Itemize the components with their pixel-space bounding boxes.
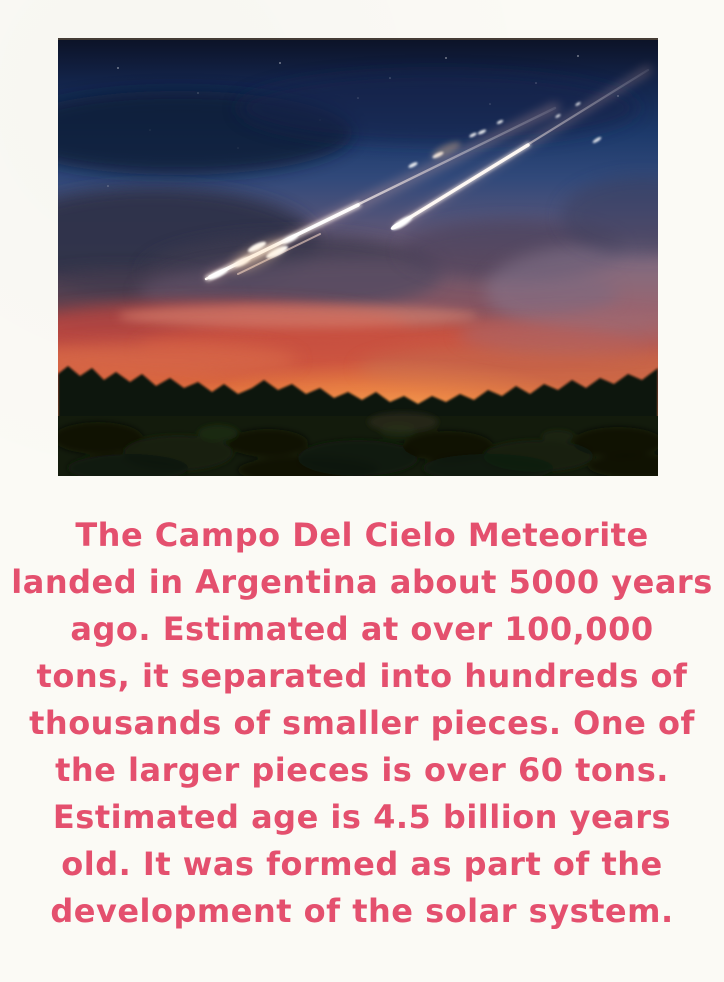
caption-line: tons, it separated into hundreds of [36,657,688,695]
meteor-photo [58,38,658,476]
caption-line: ago. Estimated at over 100,000 [70,610,654,648]
meteor-photo-illustration [58,38,658,476]
caption-line: thousands of smaller pieces. One of [29,704,695,742]
caption-line: development of the solar system. [50,892,674,930]
caption-line: landed in Argentina about 5000 years [11,563,713,601]
caption-line: old. It was formed as part of the [61,845,663,883]
caption-line: Estimated age is 4.5 billion years [52,798,672,836]
caption-line: the larger pieces is over 60 tons. [55,751,669,789]
caption-text-block [0,512,724,935]
caption-line: The Campo Del Cielo Meteorite [75,516,649,554]
